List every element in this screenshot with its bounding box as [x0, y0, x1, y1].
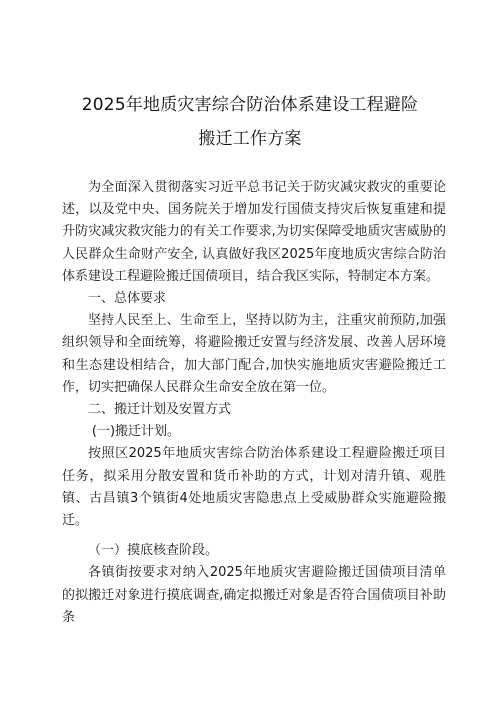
section-1-paragraph: 坚持人民至上、生命至上，坚持以防为主，注重灾前预防,加强组织领导和全面统筹，将避险搬迁安置与经济发展、改善人居环境和生态建设相结合，加大部门配合,加快实施地质灾害避险搬迁工作，切实把确保人民群众生命安全放在第一位。 [62, 313, 446, 395]
document-title [0, 88, 500, 156]
title-line-2: 搬迁工作方案 [198, 129, 302, 149]
section-2-heading: 二、搬迁计划及安置方式 [88, 402, 232, 418]
document-body [62, 177, 446, 629]
title-line-1: 2025年地质灾害综合防治体系建设工程避险 [81, 95, 419, 115]
phase-1-paragraph: 各镇街按要求对纳入2025年地质灾害避险搬迁国债项目清单的拟搬迁对象进行摸底调查,确定拟搬迁对象是否符合国债项目补助条 [62, 565, 446, 625]
section-1-heading: 一、总体要求 [88, 291, 167, 307]
section-2-subheading-1: (一)搬迁计划。 [91, 424, 181, 440]
phase-1-heading: （一）摸底核查阶段。 [88, 543, 219, 559]
section-2-paragraph-1: 按照区2025年地质灾害综合防治体系建设工程避险搬迁项目任务，拟采用分散安置和货币补助的方式，计划对清升镇、观胜镇、古昌镇3个镇街4处地质灾害隐患点上受威胁群众实施避险搬迁。 [62, 446, 446, 529]
spacer [62, 532, 446, 540]
intro-paragraph: 为全面深入贯彻落实习近平总书记关于防灾减灾救灾的重要论述，以及党中央、国务院关于增加发行国债支持灾后恢复重建和提升防灾减灾救灾能力的有关工作要求,为切实保障受地质灾害威胁的人民群众生命财产安全, 认真做好我区2025年度地质灾害综合防治体系建设工程避险搬迁国债项目，结合我区实际，特制定本方案。 [62, 180, 446, 284]
